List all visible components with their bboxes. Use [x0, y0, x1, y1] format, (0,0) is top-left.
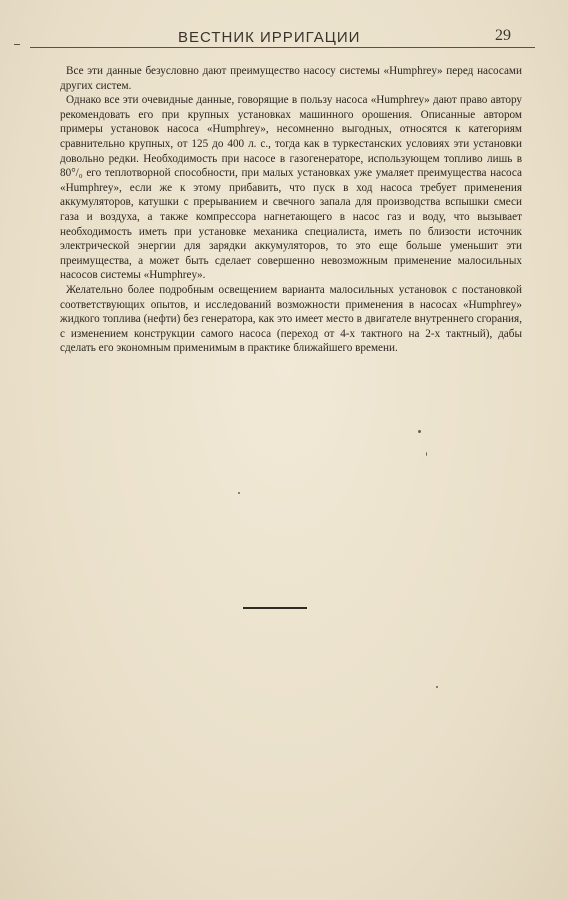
paragraph: Желательно более подробным освещением варианта малосильных установок с постановкой соответствующих опытов, и исследований возможности применения в насосах «Humphrey» жидкого топлива (нефти) без генератора, как это имеет место в двигателе внутреннего сгорания, с изменением конструкции самого насоса (переход от 4-х тактного на 2-х тактный), дабы сделать его экономным применимым в практике ближайшего времени.: [60, 283, 522, 355]
header-rule: [30, 47, 535, 48]
paragraph: Все эти данные безусловно дают преимущество насосу системы «Humphrey» перед насосами других систем.: [60, 65, 522, 92]
section-separator: [243, 607, 307, 609]
article-body: [60, 64, 522, 356]
margin-tick: [14, 44, 20, 45]
running-header: [30, 26, 535, 52]
paper-speck: [238, 492, 240, 494]
paper-speck: [426, 452, 427, 456]
journal-title: ВЕСТНИК ИРРИГАЦИИ: [178, 29, 361, 46]
page-number: 29: [495, 27, 511, 44]
paper-speck: [418, 430, 421, 433]
paragraph: Однако все эти очевидные данные, говорящие в пользу насоса «Humphrey» дают право автору рекомендовать его при крупных установках машинного орошения. Описанные автором примеры установок насоса «Humphrey», несомненно выгодных, относятся к категориям сравнительно крупных, от 125 до 400 л. с., тогда как в туркестанских условиях эти установки довольно редки. Необходимость при насосе в газогенераторе, использующем топливо лишь в 80°/₀ его теплотворной способности, при малых установках уже умаляет преимущества насоса «Humphrey», если же к этому прибавить, что пуск в ход насоса требует применения аккумуляторов, катушки с прерыванием и свечного запала для производства вспышки смеси газа и воздуха, а также компрессора нагнетающего в насос газ и воду, что вызывает необходимость иметь при установке механика специалиста, иметь по близости источник электрической энергии для зарядки аккумуляторов, то это еще больше уменьшит эти преимущества, а может быть сделает совершенно невозможным применение малосильных насосов системы «Humphrey».: [60, 94, 522, 282]
paper-speck: [436, 686, 438, 688]
